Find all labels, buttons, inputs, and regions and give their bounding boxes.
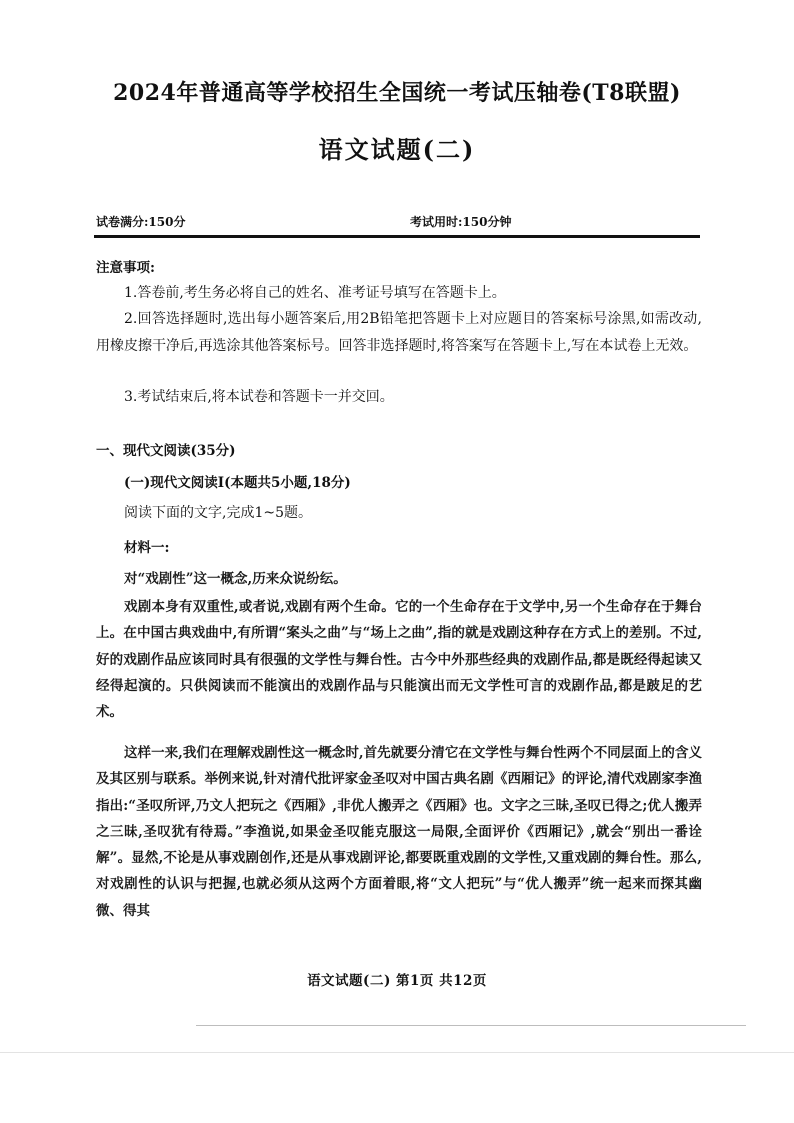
notice-item: 3.考试结束后,将本试卷和答题卡一并交回。 (124, 389, 394, 405)
notice-item: 1.答卷前,考生务必将自己的姓名、准考证号填写在答题卡上。 (124, 285, 506, 301)
material-paragraph: 这样一来,我们在理解戏剧性这一概念时,首先就要分清它在文学性与舞台性两个不同层面上的含义及其区别与联系。举例来说,针对清代批评家金圣叹对中国古典名剧《西厢记》的评论,清代戏剧家李渔指出:“圣叹所评,乃文人把玩之《西厢》,非优人搬弄之《西厢》也。文字之三昧,圣叹已得之;优人搬弄之三昧,圣叹犹有待焉。”李渔说,如果金圣叹能克服这一局限,全面评价《西厢记》,就会“别出一番诠解”。显然,不论是从事戏剧创作,还是从事戏剧评论,都要既重戏剧的文学性,又重戏剧的舞台性。那么,对戏剧性的认识与把握,也就必须从这两个方面着眼,将“文人把玩”与“优人搬弄”统一起来而探其幽微、得其 (96, 745, 702, 919)
notice-heading: 注意事项: (96, 260, 155, 276)
exam-time-label: 考试用时:150分钟 (410, 215, 512, 229)
scan-edge-line (196, 1025, 746, 1026)
exam-subtitle: 语文试题(二) (318, 135, 476, 164)
subsection-heading: (一)现代文阅读Ⅰ(本题共5小题,18分) (124, 475, 351, 491)
section-heading: 一、现代文阅读(35分) (96, 443, 236, 459)
page-footer: 语文试题(二) 第1页 共12页 (307, 973, 487, 989)
material-label: 材料一: (124, 540, 170, 556)
full-score-label: 试卷满分:150分 (96, 215, 186, 229)
scan-edge-line (0, 1052, 794, 1053)
material-paragraph: 戏剧本身有双重性,或者说,戏剧有两个生命。它的一个生命存在于文学中,另一个生命存在于舞台上。在中国古典戏曲中,有所谓“案头之曲”与“场上之曲”,指的就是戏剧这种存在方式上的差别。不过,好的戏剧作品应该同时具有很强的文学性与舞台性。古今中外那些经典的戏剧作品,都是既经得起读又经得起演的。只供阅读而不能演出的戏剧作品与只能演出而无文学性可言的戏剧作品,都是跛足的艺术。 (96, 599, 702, 721)
notice-item: 2.回答选择题时,选出每小题答案后,用2B铅笔把答题卡上对应题目的答案标号涂黑,如需改动,用橡皮擦干净后,再选涂其他答案标号。回答非选择题时,将答案写在答题卡上,写在本试卷上无效。 (96, 311, 702, 354)
header-divider (94, 235, 700, 238)
reading-instruction: 阅读下面的文字,完成1~5题。 (124, 505, 312, 521)
exam-title: 2024年普通高等学校招生全国统一考试压轴卷(T8联盟) (113, 80, 681, 106)
material-paragraph: 对“戏剧性”这一概念,历来众说纷纭。 (124, 571, 347, 587)
